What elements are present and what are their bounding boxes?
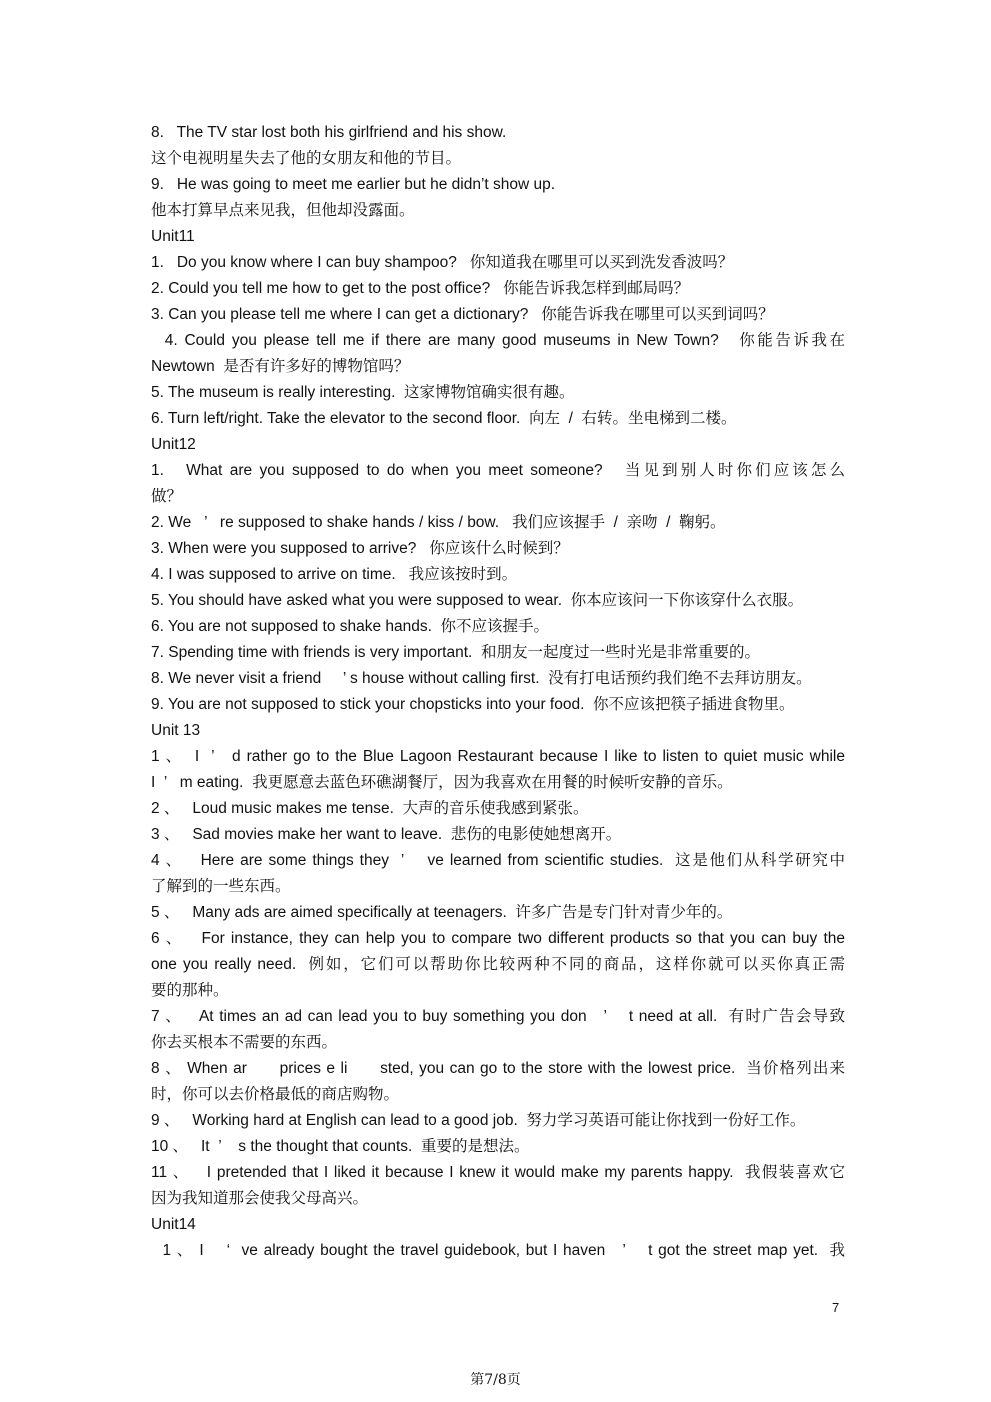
text-line: 9. You are not supposed to stick your chopsticks into your food. 你不应该把筷子插进食物里。 <box>151 696 795 713</box>
text-line: 因为我知道那会使我父母高兴。 <box>151 1190 369 1207</box>
text-line: 这个电视明星失去了他的女朋友和他的节目。 <box>151 150 462 167</box>
text-line: 3. When were you supposed to arrive? 你应该什么时候到？ <box>151 540 569 557</box>
unit-heading: Unit11 <box>151 228 195 245</box>
text-line: Newtown 是否有许多好的博物馆吗？ <box>151 358 410 375</box>
text-line: 时，你可以去价格最低的商店购物。 <box>151 1086 400 1103</box>
text-line: 他本打算早点来见我，但他却没露面。 <box>151 202 415 219</box>
text-line: 3. Can you please tell me where I can get a dictionary? 你能告诉我在哪里可以买到词吗？ <box>151 306 774 323</box>
text-line: one you really need. 例如，它们可以帮助你比较两种不同的商品，这样你就可以买你真正需 <box>151 956 845 973</box>
text-line: 7. Spending time with friends is very important. 和朋友一起度过一些时光是非常重要的。 <box>151 644 760 661</box>
unit-heading: Unit 13 <box>151 722 201 739</box>
text-line: 5 、 Many ads are aimed specifically at teenagers. 许多广告是专门针对青少年的。 <box>151 904 733 921</box>
text-line: 2 、 Loud music makes me tense. 大声的音乐使我感到紧张。 <box>151 800 589 817</box>
text-line: 3 、 Sad movies make her want to leave. 悲伤的电影使她想离开。 <box>151 826 622 843</box>
text-line: 你去买根本不需要的东西。 <box>151 1034 338 1051</box>
text-line: 7 、 At times an ad can lead you to buy something you don ’ t need at all. 有时广告会导致 <box>151 1008 845 1025</box>
text-line: 1. What are you supposed to do when you meet someone? 当见到别人时你们应该怎么 <box>151 462 845 479</box>
text-line: 1 、 I ‘ ve already bought the travel guidebook, but I haven ’ t got the street map yet. 我 <box>151 1242 845 1259</box>
text-line: 1 、 I ’ d rather go to the Blue Lagoon Restaurant because I like to listen to quiet music while <box>151 748 845 765</box>
text-line: 6. You are not supposed to shake hands. 你不应该握手。 <box>151 618 550 635</box>
text-line: 做？ <box>151 488 183 505</box>
text-line: 4 、 Here are some things they ’ ve learned from scientific studies. 这是他们从科学研究中 <box>151 852 845 869</box>
text-line: 2. Could you tell me how to get to the post office? 你能告诉我怎样到邮局吗？ <box>151 280 690 297</box>
text-line: I ’ m eating. 我更愿意去蓝色环礁湖餐厅，因为我喜欢在用餐的时候听安静的音乐。 <box>151 774 733 791</box>
text-line: 6. Turn left/right. Take the elevator to the second floor. 向左 / 右转。坐电梯到二楼。 <box>151 410 737 427</box>
text-line: 1. Do you know where I can buy shampoo? 你知道我在哪里可以买到洗发香波吗？ <box>151 254 734 271</box>
text-line: 8. The TV star lost both his girlfriend and his show. <box>151 124 507 141</box>
text-line: 11 、 I pretended that I liked it because I knew it would make my parents happy. 我假装喜欢它 <box>151 1164 845 1181</box>
text-line: 5. You should have asked what you were supposed to wear. 你本应该问一下你该穿什么衣服。 <box>151 592 804 609</box>
text-line: 了解到的一些东西。 <box>151 878 291 895</box>
page-footer: 第7/8页 <box>470 1372 521 1388</box>
text-line: 要的那种。 <box>151 982 229 999</box>
text-line: 5. The museum is really interesting. 这家博物馆确实很有趣。 <box>151 384 575 401</box>
text-line: 4. Could you please tell me if there are many good museums in New Town? 你能告诉我在 <box>151 332 845 349</box>
text-line: 6 、 For instance, they can help you to compare two different products so that you can buy the <box>151 930 845 947</box>
text-line: 8. We never visit a friend ’ s house without calling first. 没有打电话预约我们绝不去拜访朋友。 <box>151 670 812 687</box>
text-line: 4. I was supposed to arrive on time. 我应该按时到。 <box>151 566 518 583</box>
text-line: 10 、 It ’ s the thought that counts. 重要的是想法。 <box>151 1138 530 1155</box>
text-line: 9 、 Working hard at English can lead to a good job. 努力学习英语可能让你找到一份好工作。 <box>151 1112 806 1129</box>
page-number: 7 <box>832 1300 840 1315</box>
unit-heading: Unit14 <box>151 1216 196 1233</box>
text-line: 2. We ’ re supposed to shake hands / kiss / bow. 我们应该握手 / 亲吻 / 鞠躬。 <box>151 514 726 531</box>
unit-heading: Unit12 <box>151 436 196 453</box>
text-line: 8 、 When ar prices e li sted, you can go to the store with the lowest price. 当价格列出来 <box>151 1060 845 1077</box>
text-line: 9. He was going to meet me earlier but he didn’t show up. <box>151 176 556 193</box>
